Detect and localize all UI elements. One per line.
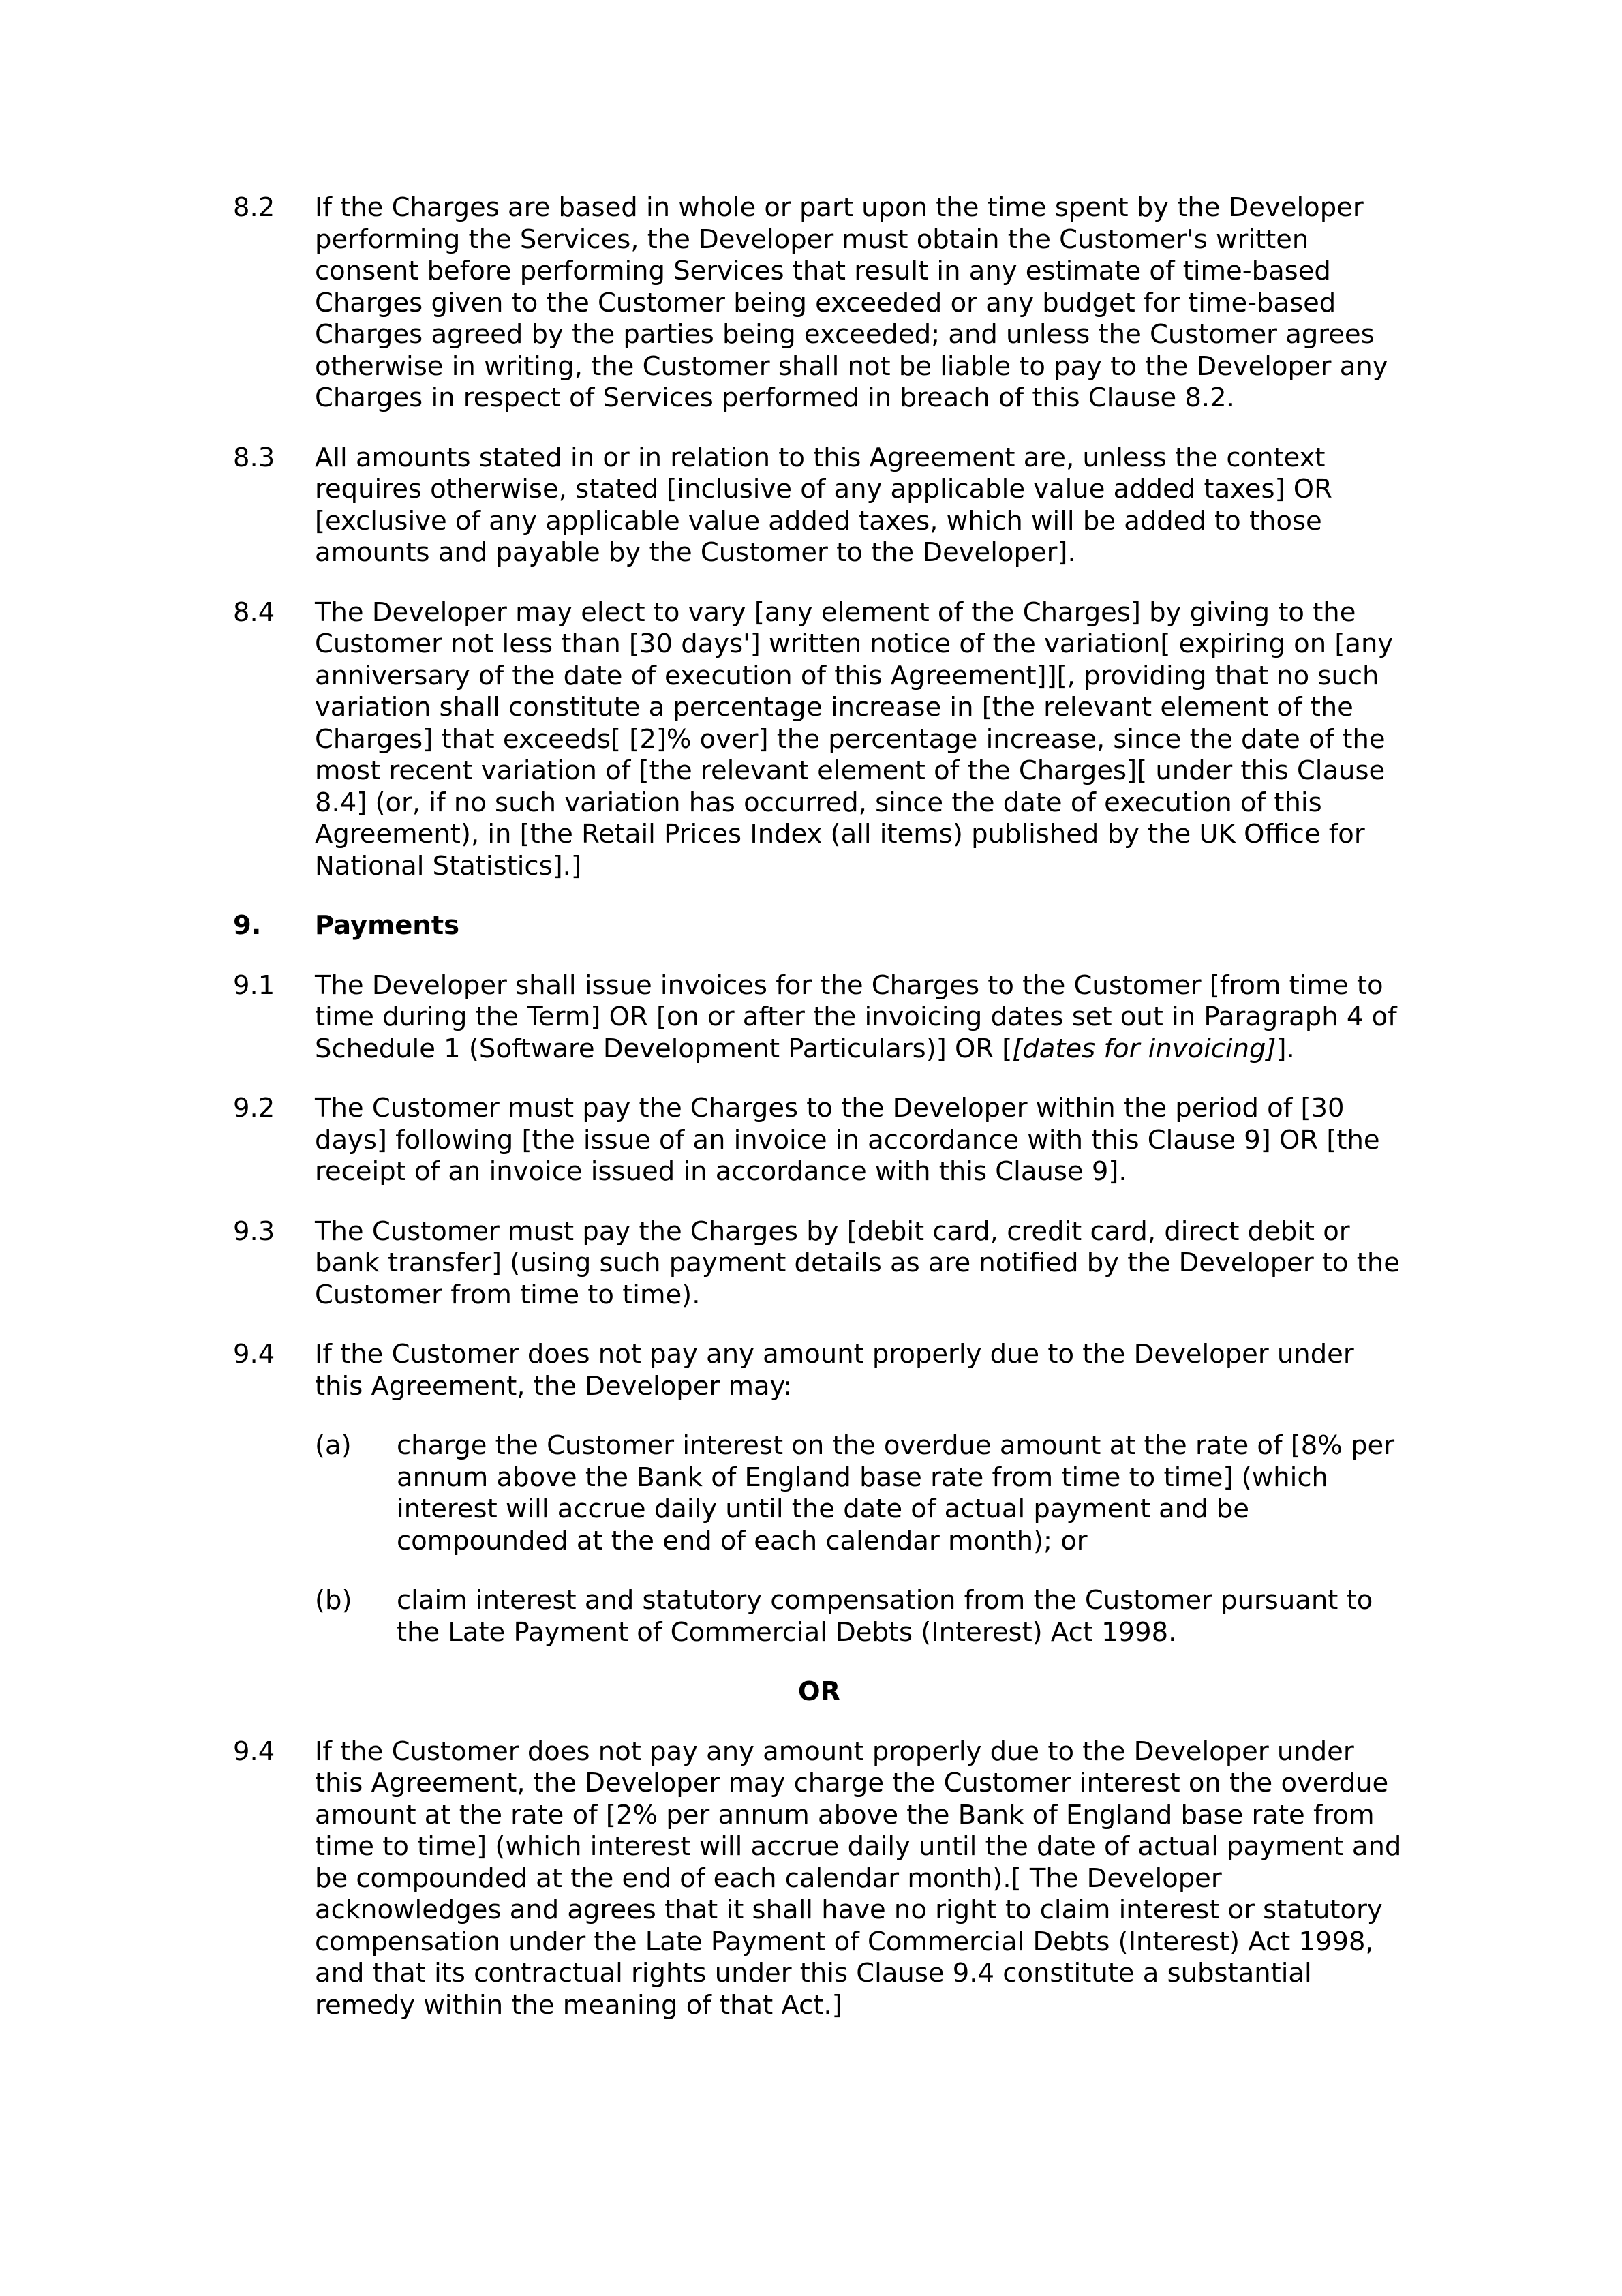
sub-clause-a xyxy=(233,1430,1405,1557)
clause-text: If the Charges are based in whole or part upon the time spent by the Developer performing the Services, the Developer must obtain the Customer's written consent before performing Services that result in any estimate of time-based Charges given to the Customer being exceeded or any budget for time-based Charges agreed by the parties being exceeded; and unless the Customer agrees otherwise in writing, the Customer shall not be liable to pay to the Developer any Charges in respect of Services performed in breach of this Clause 8.2. xyxy=(315,192,1388,413)
clause-text-italic: [dates for invoicing] xyxy=(1012,1033,1276,1064)
clause-number: 8.4 xyxy=(233,596,275,628)
sub-clause-b xyxy=(233,1585,1405,1648)
clause-number: 9.4 xyxy=(233,1736,275,1767)
clause-text: All amounts stated in or in relation to this Agreement are, unless the context requires otherwise, stated [inclusive of any applicable value added taxes] OR [exclusive of any applicable value added taxes, which will be added to those amounts and payable by the Customer to the Developer]. xyxy=(315,442,1332,568)
clause-text: The Customer must pay the Charges to the Developer within the period of [30 days] following [the issue of an invoice in accordance with this Clause 9] OR [the receipt of an invoice issued in accordance with this Clause 9]. xyxy=(315,1093,1380,1187)
clause-8-3 xyxy=(233,442,1405,569)
sub-clause-number: (b) xyxy=(315,1585,352,1616)
section-number: 9. xyxy=(233,910,262,941)
clause-8-2 xyxy=(233,192,1405,414)
clause-number: 9.1 xyxy=(233,969,275,1001)
sub-clause-text: charge the Customer interest on the overdue amount at the rate of [8% per annum above the Bank of England base rate from time to time] (which interest will accrue daily until the date of actual payment and be compounded at the end of each calendar month); or xyxy=(397,1430,1395,1556)
clause-number: 9.2 xyxy=(233,1093,275,1123)
clause-text: If the Customer does not pay any amount properly due to the Developer under this Agreement, the Developer may charge the Customer interest on the overdue amount at the rate of [2% per annum above the Bank of England base rate from time to time] (which interest will accrue daily until the date of actual payment and be compounded at the end of each calendar month).[ The Developer acknowledges and agrees that it shall have no right to claim interest or statutory compensation under the Late Payment of Commercial Debts (Interest) Act 1998, and that its contractual rights under this Clause 9.4 constitute a substantial remedy within the meaning of that Act.] xyxy=(315,1736,1402,2021)
or-separator: OR xyxy=(797,1676,841,1707)
document-page xyxy=(233,192,1405,2049)
clause-number: 9.4 xyxy=(233,1339,275,1370)
sub-clause-number: (a) xyxy=(315,1430,352,1461)
clause-text: The Customer must pay the Charges by [debit card, credit card, direct debit or bank transfer] (using such payment details as are notified by the Developer to the Customer from time to time). xyxy=(315,1215,1400,1310)
clause-text: If the Customer does not pay any amount properly due to the Developer under this Agreement, the Developer may: xyxy=(315,1339,1354,1402)
section-heading-payments xyxy=(233,910,1405,942)
clause-9-4-option-a xyxy=(233,1339,1405,1402)
clause-9-2 xyxy=(233,1093,1405,1188)
clause-number: 8.3 xyxy=(233,442,275,473)
clause-9-3 xyxy=(233,1216,1405,1312)
section-title: Payments xyxy=(315,910,460,941)
clause-9-1 xyxy=(233,970,1405,1066)
clause-text-part: ]. xyxy=(1276,1033,1295,1064)
clause-number: 9.3 xyxy=(233,1215,275,1247)
clause-9-4-option-b xyxy=(233,1736,1405,2022)
sub-clause-text: claim interest and statutory compensation from the Customer pursuant to the Late Payment of Commercial Debts (Interest) Act 1998. xyxy=(397,1585,1373,1648)
clause-text: The Developer may elect to vary [any element of the Charges] by giving to the Customer not less than [30 days'] written notice of the variation[ expiring on [any anniversary of the date of execution of this Agreement]][, providing that no such variation shall constitute a percentage increase in [the relevant element of the Charges] that exceeds[ [2]% over] the percentage increase, since the date of the most recent variation of [the relevant element of the Charges][ under this Clause 8.4] (or, if no such variation has occurred, since the date of execution of this Agreement), in [the Retail Prices Index (all items) published by the UK Office for National Statistics].] xyxy=(315,596,1394,881)
clause-text xyxy=(315,970,1397,1064)
clause-8-4 xyxy=(233,597,1405,883)
clause-number: 8.2 xyxy=(233,192,275,223)
clause-text-part: The Developer shall issue invoices for the Charges to the Customer [from time to time during the Term] OR [on or after the invoicing dates set out in Paragraph 4 of Schedule 1 (Software Development Particulars)] OR [ xyxy=(315,969,1397,1064)
